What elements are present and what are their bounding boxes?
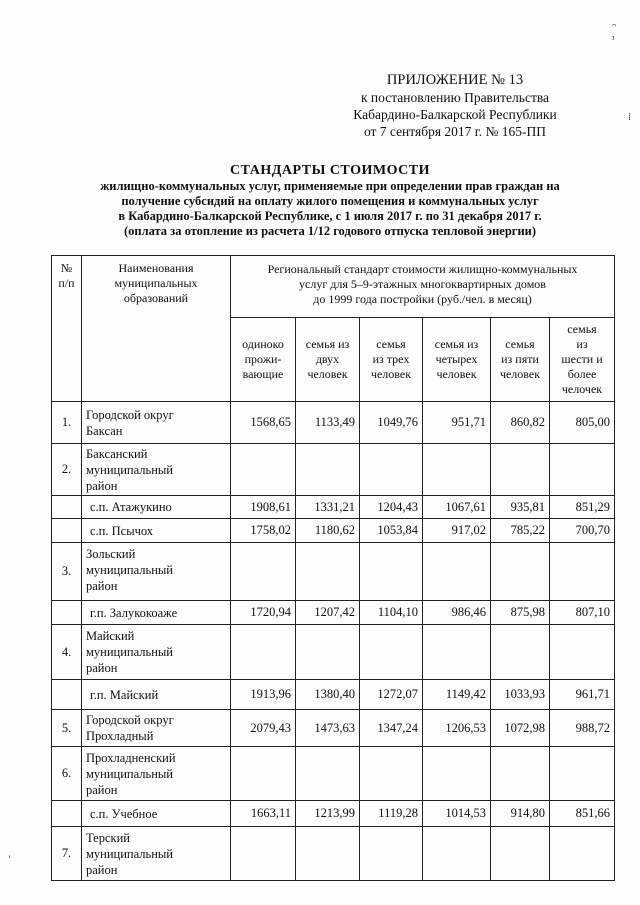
municipality-name: Городской округ Баксан (82, 402, 231, 444)
table-row (52, 710, 615, 747)
document-title (40, 162, 620, 239)
header-col-four: семья из четырех человек (423, 318, 491, 402)
header-col-three: семья из трех человек (360, 318, 423, 402)
row-number: 4. (52, 625, 82, 680)
empty-cell (423, 827, 491, 881)
appendix-line: Кабардино-Балкарской Республики (353, 107, 557, 122)
value-cell: 851,29 (550, 496, 615, 519)
empty-cell (423, 625, 491, 680)
table-row (52, 625, 615, 680)
table-row (52, 680, 615, 710)
row-number: 3. (52, 543, 82, 601)
header-name: Наименования муниципальных образований (82, 256, 231, 402)
empty-cell (491, 827, 550, 881)
empty-cell (296, 827, 360, 881)
empty-cell (550, 543, 615, 601)
empty-cell (360, 827, 423, 881)
value-cell: 1272,07 (360, 680, 423, 710)
scan-margin-mark: ᵔ ᶦ (612, 21, 617, 46)
table-row (52, 601, 615, 625)
empty-cell (360, 747, 423, 801)
empty-cell (360, 543, 423, 601)
value-cell: 1149,42 (423, 680, 491, 710)
empty-cell (52, 601, 82, 625)
empty-cell (52, 680, 82, 710)
table-row (52, 402, 615, 444)
title-line: жилищно-коммунальных услуг, применяемые при определении прав граждан на (100, 179, 560, 193)
appendix-line: к постановлению Правительства (360, 90, 550, 105)
value-cell: 860,82 (491, 402, 550, 444)
value-cell: 1033,93 (491, 680, 550, 710)
empty-cell (550, 747, 615, 801)
empty-cell (52, 801, 82, 827)
table-header-row (52, 256, 615, 318)
row-number: 6. (52, 747, 82, 801)
empty-cell (491, 747, 550, 801)
row-number: 2. (52, 444, 82, 496)
header-col-two: семья из двух человек (296, 318, 360, 402)
value-cell: 1380,40 (296, 680, 360, 710)
municipality-name: Прохладненский муниципальный район (82, 747, 231, 801)
empty-cell (423, 747, 491, 801)
value-cell: 1663,11 (231, 801, 296, 827)
value-cell: 1049,76 (360, 402, 423, 444)
value-cell: 917,02 (423, 519, 491, 543)
empty-cell (231, 827, 296, 881)
table-row (52, 827, 615, 881)
table-row (52, 543, 615, 601)
value-cell: 1331,21 (296, 496, 360, 519)
title-line: получение субсидий на оплату жилого помещения и коммунальных услуг (121, 194, 539, 208)
settlement-name: с.п. Учебное (82, 801, 231, 827)
value-cell: 875,98 (491, 601, 550, 625)
header-num: № п/п (52, 256, 82, 402)
empty-cell (52, 496, 82, 519)
empty-cell (296, 543, 360, 601)
table-row (52, 496, 615, 519)
table-row (52, 747, 615, 801)
settlement-name: г.п. Залукокоаже (82, 601, 231, 625)
value-cell: 1053,84 (360, 519, 423, 543)
value-cell: 1213,99 (296, 801, 360, 827)
empty-cell (231, 625, 296, 680)
municipality-name: Майский муниципальный район (82, 625, 231, 680)
empty-cell (491, 444, 550, 496)
header-col-single: одиноко прожи- вающие (231, 318, 296, 402)
municipality-name: Зольский муниципальный район (82, 543, 231, 601)
scan-margin-mark: ˈ (8, 855, 11, 866)
value-cell: 805,00 (550, 402, 615, 444)
value-cell: 1067,61 (423, 496, 491, 519)
empty-cell (360, 625, 423, 680)
value-cell: 1913,96 (231, 680, 296, 710)
value-cell: 1720,94 (231, 601, 296, 625)
value-cell: 1347,24 (360, 710, 423, 747)
value-cell: 851,66 (550, 801, 615, 827)
value-cell: 988,72 (550, 710, 615, 747)
empty-cell (296, 625, 360, 680)
value-cell: 1119,28 (360, 801, 423, 827)
settlement-name: с.п. Атажукино (82, 496, 231, 519)
municipality-name: Баксанский муниципальный район (82, 444, 231, 496)
title-main: СТАНДАРТЫ СТОИМОСТИ (230, 163, 430, 178)
empty-cell (360, 444, 423, 496)
value-cell: 1104,10 (360, 601, 423, 625)
appendix-header (300, 72, 610, 140)
title-line: в Кабардино-Балкарской Республике, с 1 июля 2017 г. по 31 декабря 2017 г. (118, 209, 542, 223)
empty-cell (423, 444, 491, 496)
value-cell: 1180,62 (296, 519, 360, 543)
empty-cell (423, 543, 491, 601)
table-row (52, 519, 615, 543)
title-line: (оплата за отопление из расчета 1/12 годового отпуска тепловой энергии) (123, 224, 537, 238)
value-cell: 986,46 (423, 601, 491, 625)
municipality-name: Городской округ Прохладный (82, 710, 231, 747)
value-cell: 1014,53 (423, 801, 491, 827)
value-cell: 1908,61 (231, 496, 296, 519)
table-row (52, 444, 615, 496)
header-col-six: семья из шести и более челочек (550, 318, 615, 402)
empty-cell (491, 543, 550, 601)
scan-margin-mark: ⁞ (628, 112, 632, 123)
value-cell: 951,71 (423, 402, 491, 444)
empty-cell (52, 519, 82, 543)
municipality-name: Терский муниципальный район (82, 827, 231, 881)
appendix-number: ПРИЛОЖЕНИЕ № 13 (386, 72, 524, 88)
value-cell: 700,70 (550, 519, 615, 543)
header-group: Региональный стандарт стоимости жилищно-коммунальных услуг для 5–9-этажных многоквартирных домов до 1999 года постройки (руб./чел. в месяц) (231, 256, 615, 318)
empty-cell (550, 444, 615, 496)
row-number: 5. (52, 710, 82, 747)
empty-cell (296, 747, 360, 801)
value-cell: 961,71 (550, 680, 615, 710)
row-number: 1. (52, 402, 82, 444)
empty-cell (296, 444, 360, 496)
empty-cell (550, 827, 615, 881)
row-number: 7. (52, 827, 82, 881)
empty-cell (491, 625, 550, 680)
empty-cell (231, 543, 296, 601)
table-row (52, 801, 615, 827)
value-cell: 1072,98 (491, 710, 550, 747)
value-cell: 1207,42 (296, 601, 360, 625)
empty-cell (231, 747, 296, 801)
value-cell: 935,81 (491, 496, 550, 519)
settlement-name: с.п. Псычох (82, 519, 231, 543)
value-cell: 1206,53 (423, 710, 491, 747)
value-cell: 1568,65 (231, 402, 296, 444)
appendix-line: от 7 сентября 2017 г. № 165-ПП (363, 124, 547, 139)
standards-table (51, 255, 615, 881)
value-cell: 1473,63 (296, 710, 360, 747)
value-cell: 1133,49 (296, 402, 360, 444)
header-col-five: семья из пяти человек (491, 318, 550, 402)
value-cell: 1758,02 (231, 519, 296, 543)
value-cell: 785,22 (491, 519, 550, 543)
settlement-name: г.п. Майский (82, 680, 231, 710)
value-cell: 807,10 (550, 601, 615, 625)
empty-cell (231, 444, 296, 496)
value-cell: 2079,43 (231, 710, 296, 747)
value-cell: 914,80 (491, 801, 550, 827)
empty-cell (550, 625, 615, 680)
value-cell: 1204,43 (360, 496, 423, 519)
